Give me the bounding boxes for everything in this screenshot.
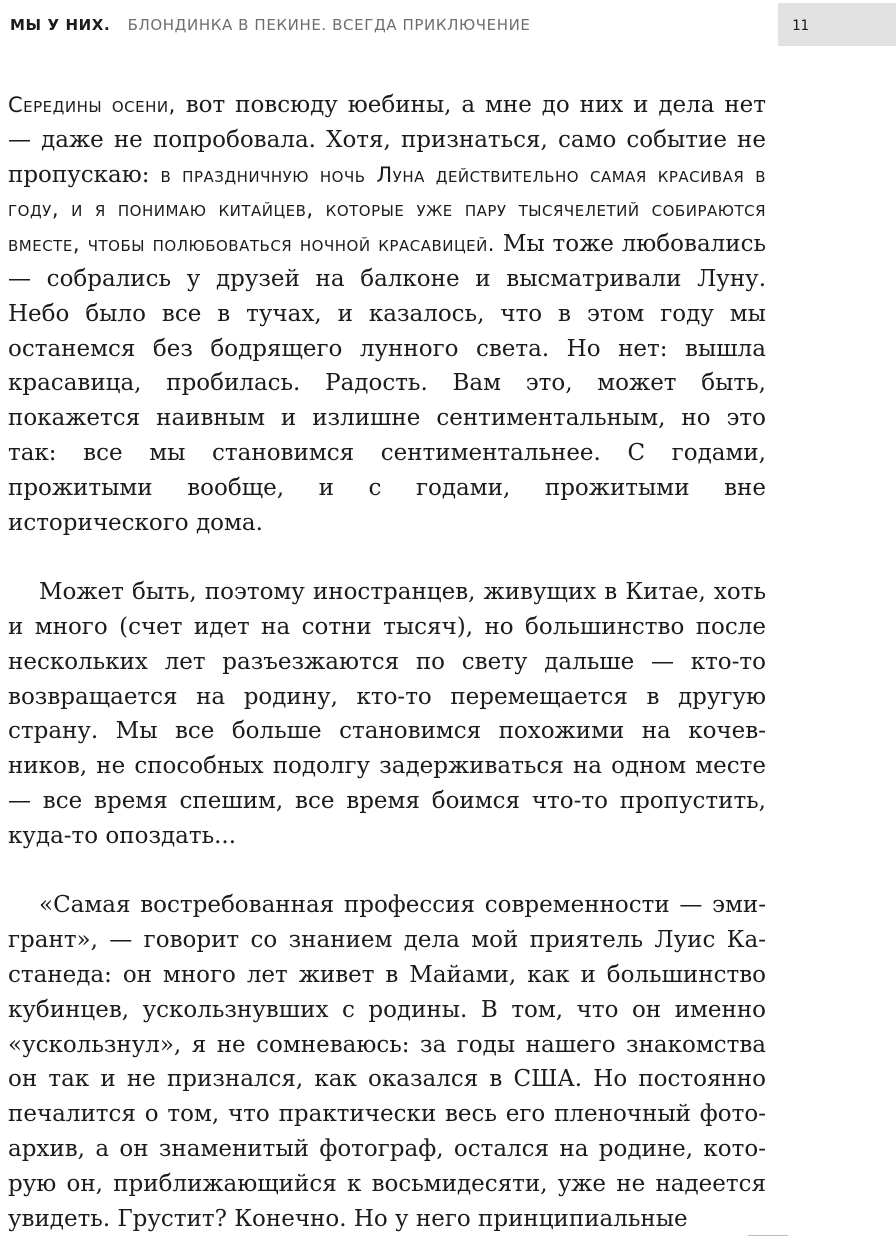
handwritten-passage: в праздничную ночь Луна действительно самая красивая в году, и я понимаю китайцев, которые уже пару тысячелетий собираются вместе, чтобы полюбоваться ночной красавицей. xyxy=(8,162,766,257)
footer-rule xyxy=(748,1235,788,1236)
running-head-book-title: БЛОНДИНКА В ПЕКИНЕ. ВСЕГДА ПРИКЛЮЧЕНИЕ xyxy=(127,16,531,34)
handwritten-lead: Середины осени, xyxy=(8,93,176,117)
page-header xyxy=(0,0,896,46)
paragraph-3: «Самая востребованная профессия современности — эмигрант», — говорит со знанием дела мой приятель Луис Кастанеда: он много лет живет в Майами, как и большинство кубинцев, ускользнувших с родины. В том, что он именно «ускользнул», я не сомневаюсь: за годы нашего знакомства он так и не признался, как оказался в США. Но постоянно печалится о том, что практически весь его пленочный фотоархив, а он знаменитый фотограф, остался на родине, которую он, приближающийся к восьмидесяти, уже не надеется увидеть. Грустит? Конечно. Но у него принципиальные xyxy=(8,892,766,1232)
paragraph-1-text-b: Мы тоже любовались — собрались у друзей на балконе и высматривали Луну. Небо было все в тучах, и казалось, что в этом году мы останемся без бодрящего лунного света. Но нет: вышла красавица, пробилась. Радость. Вам это, может быть, покажется наивным и излишне сентиментальным, но это так: все мы становимся сентиментальнее. С годами, прожитыми вообще, и с годами, прожитыми вне исторического дома. xyxy=(8,231,767,536)
paragraph-2: Может быть, поэтому иностранцев, живущих в Китае, хоть и много (счет идет на сотни тысяч), но большинство после нескольких лет разъезжаются по свету дальше — кто-то возвращается на родину, кто-то перемещается в другую страну. Мы все больше становимся похожими на кочевников, не способных подолгу задерживаться на одном месте — все время спешим, все время боимся что-то пропустить, куда-то опоздать... xyxy=(8,579,766,849)
running-head xyxy=(10,16,531,34)
page-number: 11 xyxy=(792,18,809,34)
paragraph-1-text-a: вот повсюду юебины, а мне до них и дела нет — даже не попробовала. Хотя, признаться, само событие не пропускаю: xyxy=(8,92,766,188)
running-head-section: МЫ У НИХ. xyxy=(10,16,111,34)
page-number-tab xyxy=(778,3,896,46)
body-text xyxy=(8,88,766,1236)
paragraph-1 xyxy=(8,88,766,540)
